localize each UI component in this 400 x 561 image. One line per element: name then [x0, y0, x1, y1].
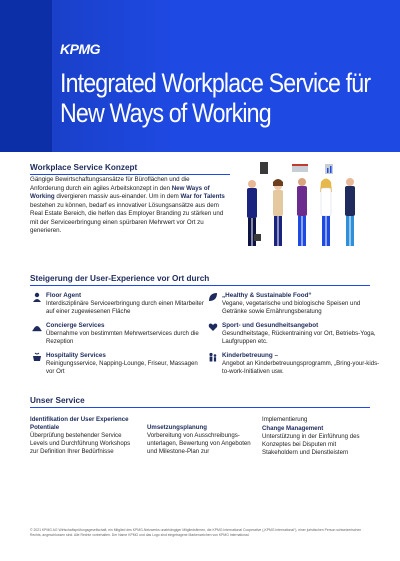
concept-bold-1: New Ways of Working: [30, 184, 210, 200]
bar-chart-bar: [327, 168, 329, 173]
title-line-1: Integrated Workplace Service für: [60, 68, 371, 98]
feature-floor-agent: [46, 292, 206, 316]
leaf-icon: [208, 292, 218, 302]
title-line-2: New Ways of Working: [60, 98, 271, 128]
service-col-text: Überprüfung bestehender Service Levels und Durchführung Workshops zur Definition Ihrer Bedürfnisse: [30, 432, 131, 455]
feature-text: Reinigungsservice, Napping-Lounge, Friseur, Massagen vor Ort: [46, 360, 198, 375]
feature-text: Vegane, vegetarische und biologische Speisen und Getränke sowie Ernährungsberatung: [222, 300, 361, 315]
experience-rule: [30, 285, 370, 286]
concept-text-1: Gängige Bewirtschaftungsansätze für Büroflächen und die Anforderung durch ein agiles Arbeitskonzept in den: [30, 176, 190, 192]
person-4: [320, 179, 332, 247]
bar-chart-bar: [330, 166, 332, 173]
feature-sport: [222, 322, 382, 346]
service-col-text: Vorbereitung von Ausschreibungs-unterlagen, Bewertung von Angeboten und Milestone-Plan zur: [147, 432, 251, 455]
feature-title: Floor Agent: [46, 292, 82, 299]
feature-title: Concierge Services: [46, 322, 105, 329]
feature-text: Gesundheitstage, Rückentraining vor Ort, Betriebs-Yoga, Laufgruppen etc.: [222, 330, 376, 345]
service-col-title: Change Management: [262, 425, 324, 432]
service-col-identification: [30, 416, 140, 456]
feature-title: „Healthy & Sustainable Food“: [222, 292, 312, 299]
service-heading: Unser Service: [30, 396, 85, 405]
calendar-header: [292, 164, 308, 166]
legal-footer: © 2021 KPMG AG Wirtschaftsprüfungsgesellschaft, ein Mitglied des KPMG-Netzwerks unabhängiger Mitgliedsfirmen, die KPMG International Cooperative („KPMG International“), einer juristischen Person schweizerischen Rechts, angeschlossen sind. Alle Rechte vorbehalten. Der Name KPMG und das Logo sind eingetragene Markenzeichen von KPMG International.: [30, 528, 362, 537]
children-icon: [208, 352, 218, 362]
feature-text: Übernahme von bestimmten Mehrwertservices durch die Rezeption: [46, 330, 199, 345]
heartbeat-icon: [208, 322, 218, 332]
feature-title: Hospitality Services: [46, 352, 106, 359]
service-col-text: Unterstützung in der Einführung des Konzeptes bei Disputen mit Stakeholdern und Dienstleistern: [262, 433, 360, 456]
feature-hospitality: [46, 352, 206, 376]
service-col-planning: [147, 424, 257, 456]
feature-text: Angebot an Kinderbetreuungsprogramm, „Bring-your-kids-to-work-Initiativen usw.: [222, 360, 380, 375]
service-col-title: Identifikation der User Experience Potentiale: [30, 416, 129, 431]
feature-concierge: [46, 322, 206, 346]
feature-title: Sport- und Gesundheitsangebot: [222, 322, 319, 329]
concept-text: [30, 176, 225, 236]
feature-food: [222, 292, 382, 316]
feature-children: [222, 352, 382, 376]
feature-title: Kinderbetreuung –: [222, 352, 278, 359]
service-rule: [30, 407, 370, 408]
concept-bold-2: War for Talents: [180, 193, 225, 200]
bar-chart-icon: [325, 164, 333, 174]
wall-picture: [260, 162, 268, 174]
page-title: [60, 68, 387, 128]
hospitality-icon: [32, 352, 42, 362]
concept-rule: [30, 174, 230, 175]
person-3: [297, 178, 307, 246]
service-col-title: Umsetzungsplanung: [147, 424, 207, 431]
concept-text-2: divergieren massiv aus-einander. Um in dem: [54, 193, 181, 200]
feature-text: Interdisziplinäre Serviceerbringung durch einen Mitarbeiter auf einer zugewiesenen Fläche: [46, 300, 204, 315]
user-badge-icon: [32, 292, 42, 302]
service-col-pre: Implementierung: [262, 416, 308, 423]
person-2: [273, 179, 283, 246]
kpmg-logo: KPMG: [60, 41, 100, 57]
hero-dark-stripe: [0, 0, 52, 152]
team-illustration: [240, 160, 380, 260]
experience-heading: Steigerung der User-Experience vor Ort durch: [30, 274, 210, 283]
hero-banner: [0, 0, 400, 152]
concierge-bell-icon: [32, 322, 42, 332]
concept-text-3: bestehen zu können, bedarf es innovativer Lösungsansätze aus dem Real Estate Bereich, die helfen das Employer Branding zu stärken und mit der Serviceerbringung einen spürbaren Mehrwert vor Ort zu generieren.: [30, 201, 224, 234]
service-col-change: [262, 416, 372, 457]
person-5: [345, 178, 355, 246]
concept-heading: Workplace Service Konzept: [30, 163, 138, 172]
person-1: [247, 180, 261, 246]
